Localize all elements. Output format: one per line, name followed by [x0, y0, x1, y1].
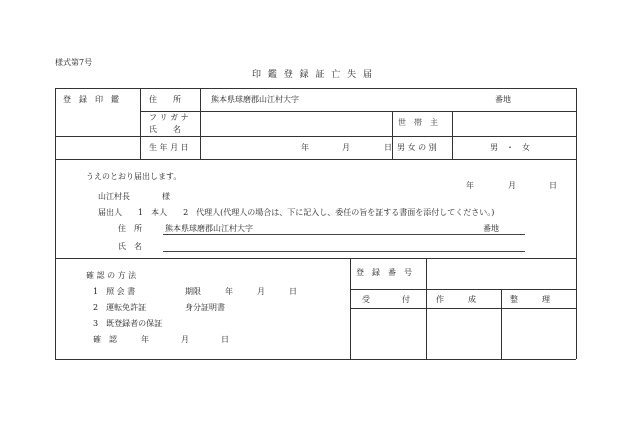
addressee: 山江村長 様 — [98, 192, 170, 201]
declaration-text: うえのとおり届出します。 — [86, 172, 182, 181]
agent-name-underline — [163, 251, 525, 252]
birth-year: 年 — [301, 143, 309, 152]
banchi-label: 番地 — [495, 95, 511, 104]
registered-seal-label: 登 録 印 鑑 — [63, 95, 119, 104]
agent-address-label: 住 所 — [118, 224, 142, 233]
name-label: 氏 名 — [149, 125, 181, 134]
birth-month: 月 — [342, 143, 350, 152]
birthdate-label: 生 年 月 日 — [149, 143, 189, 152]
form-number: 様式第7号 — [55, 58, 93, 67]
agent-address-value: 熊本県球磨郡山江村大字 — [165, 224, 253, 233]
agent-banchi: 番地 — [483, 224, 499, 233]
confirm-item-1: 1 照 会 書 — [93, 287, 136, 296]
form-title: 印 鑑 登 録 証 亡 失 届 — [252, 70, 375, 80]
declaration-month: 月 — [508, 181, 516, 190]
confirm-item-2: 2 運転免許証 — [93, 303, 147, 312]
address-value: 熊本県球磨郡山江村大字 — [211, 95, 299, 104]
confirmation-heading: 確 認 の 方 法 — [86, 271, 137, 280]
arranged-label: 整 理 — [510, 295, 550, 304]
birth-day: 日 — [384, 143, 392, 152]
applicant-line: 届出人 1 本人 2 代理人(代理人の場合は、下に記入し、委任の旨を証する書面を添付してください。) — [98, 208, 495, 217]
declaration-day: 日 — [549, 181, 557, 190]
furigana-label: フ リ ガ ナ — [149, 113, 189, 122]
received-label: 受 付 — [362, 295, 410, 304]
address-label: 住 所 — [149, 95, 181, 104]
sex-label: 男 女 の 別 — [397, 143, 437, 152]
declaration-year: 年 — [466, 181, 474, 190]
agent-name-label: 氏 名 — [118, 242, 142, 251]
registration-number-label: 登 録 番 号 — [356, 268, 412, 277]
confirm-item-1-deadline: 期限 年 月 日 — [185, 287, 297, 296]
sex-options: 男 ・ 女 — [490, 143, 530, 152]
confirm-item-2-other: 身分証明書 — [185, 303, 225, 312]
made-label: 作 成 — [436, 295, 476, 304]
confirm-date: 確 認 年 月 日 — [93, 335, 229, 344]
agent-address-underline — [163, 234, 525, 235]
householder-label: 世 帯 主 — [398, 118, 438, 127]
confirm-item-3: 3 既登録者の保証 — [93, 319, 163, 328]
